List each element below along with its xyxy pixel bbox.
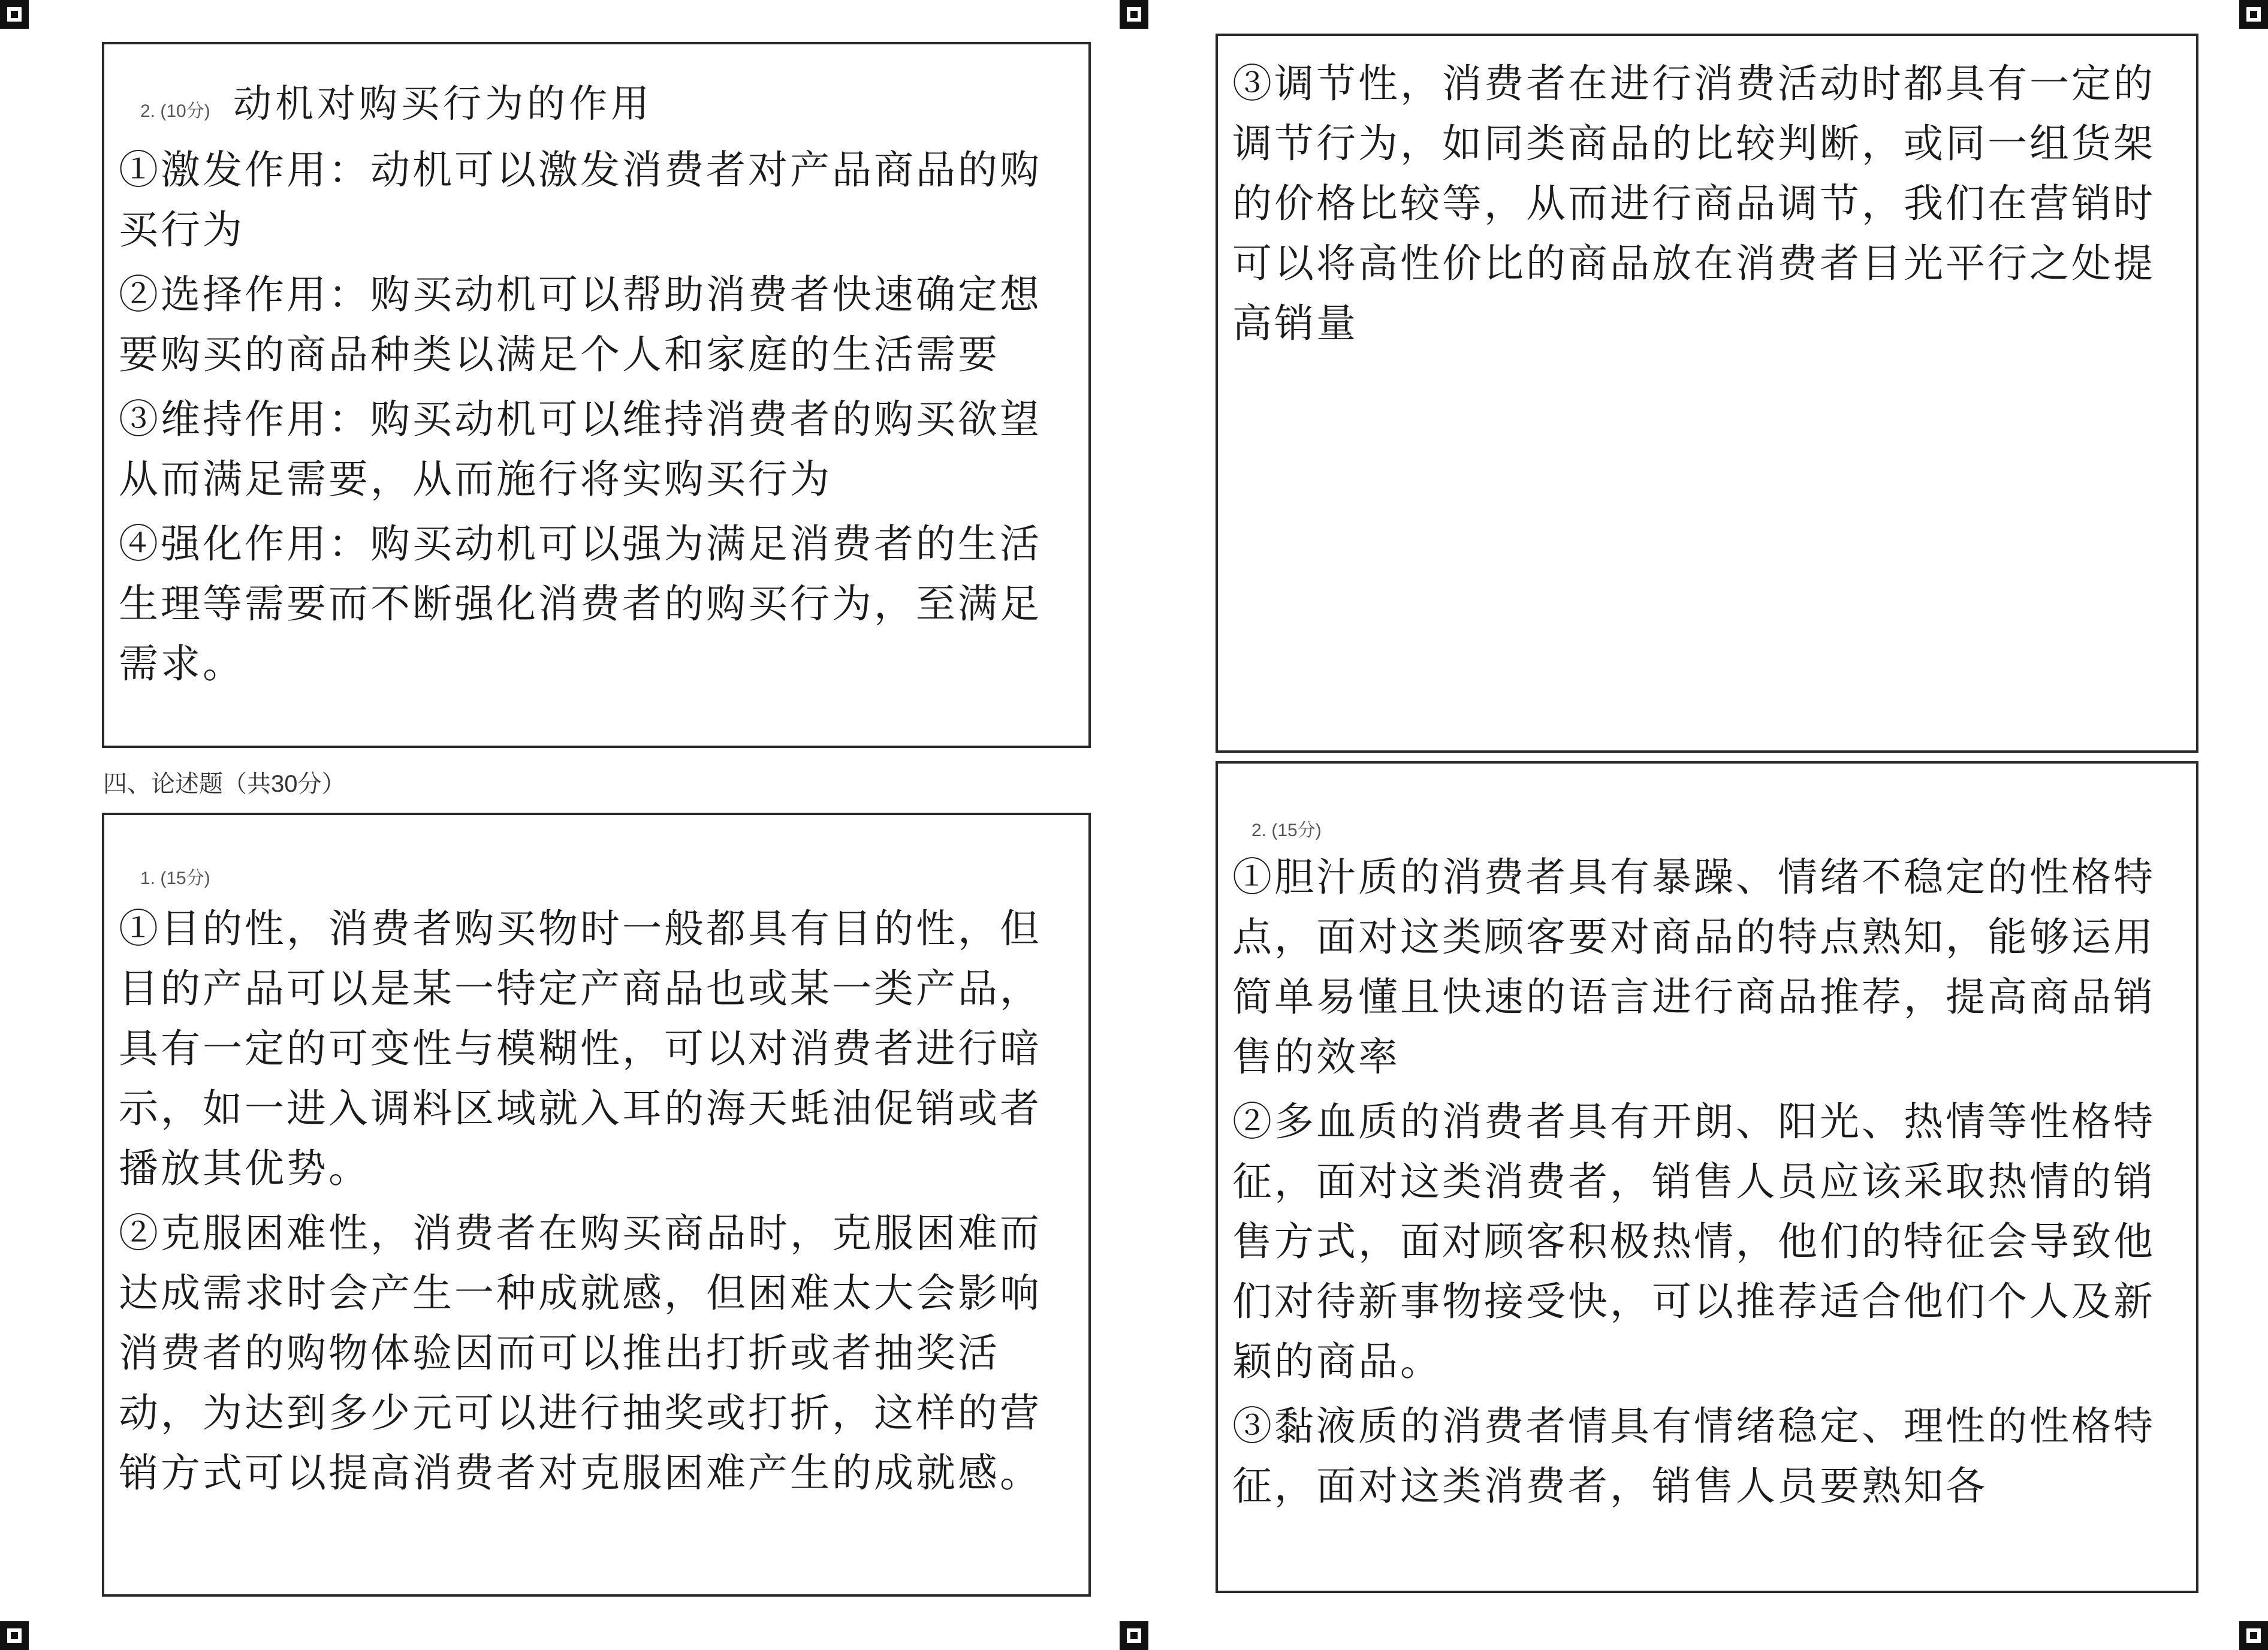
answer-box-essay-2: [1216, 761, 2198, 1593]
answer-paragraph: ④强化作用：购买动机可以强为满足消费者的生活生理等需要而不断强化消费者的购买行为，至满足需求。: [119, 521, 1042, 687]
answer-paragraph: ③维持作用：购买动机可以维持消费者的购买欲望从而满足需要，从而施行将实购买行为: [119, 396, 1042, 502]
registration-marker-top-right: [2239, 0, 2268, 29]
answer-paragraph: ①胆汁质的消费者具有暴躁、情绪不稳定的性格特点，面对这类顾客要对商品的特点熟知，能够运用简单易懂且快速的语言进行商品推荐，提高商品销售的效率: [1232, 854, 2155, 1080]
answer-paragraph: ③调节性，消费者在进行消费活动时都具有一定的调节行为，如同类商品的比较判断，或同一组货架的价格比较等，从而进行商品调节，我们在营销时可以将高性价比的商品放在消费者目光平行之处提高销量: [1232, 61, 2155, 346]
answer-paragraph: ②选择作用：购买动机可以帮助消费者快速确定想要购买的商品种类以满足个人和家庭的生活需要: [119, 272, 1042, 378]
answer-paragraph: ②多血质的消费者具有开朗、阳光、热情等性格特征，面对这类消费者，销售人员应该采取热情的销售方式，面对顾客积极热情，他们的特征会导致他们对待新事物接受快，可以推荐适合他们个人及新颖的商品。: [1232, 1099, 2155, 1384]
question-title: 动机对购买行为的作用: [233, 82, 653, 126]
question-label: 2. (10分): [140, 101, 210, 121]
answer-paragraph: ①目的性，消费者购买物时一般都具有目的性，但目的产品可以是某一特定产商品也或某一类产品，具有一定的可变性与模糊性，可以对消费者进行暗示，如一进入调料区域就入耳的海天蚝油促销或者播放其优势。: [119, 906, 1042, 1192]
answer-box-continuation: [1216, 34, 2198, 753]
answer-paragraph: ②克服困难性，消费者在购买商品时，克服困难而达成需求时会产生一种成就感，但困难太大会影响消费者的购物体验因而可以推出打折或者抽奖活动，为达到多少元可以进行抽奖或打折，这样的营销方式可以提高消费者对克服困难产生的成就感。: [119, 1210, 1042, 1496]
answer-paragraph: ③黏液质的消费者情具有情绪稳定、理性的性格特征，面对这类消费者，销售人员要熟知各: [1232, 1403, 2155, 1509]
question-label: 2. (15分): [1251, 821, 1322, 840]
registration-marker-top-left: [0, 0, 29, 29]
handwritten-answer: [119, 140, 1074, 699]
section-title-essay: 四、论述题（共30分）: [103, 771, 346, 797]
handwritten-answer: [1232, 847, 2182, 1521]
answer-box-motive-effects: [102, 42, 1091, 748]
registration-marker-bottom-right: [2239, 1621, 2268, 1650]
handwritten-answer: [119, 899, 1074, 1508]
registration-marker-top-center: [1120, 0, 1148, 29]
registration-marker-bottom-left: [0, 1621, 29, 1650]
registration-marker-bottom-center: [1120, 1621, 1148, 1650]
answer-paragraph: ①激发作用：动机可以激发消费者对产品商品的购买行为: [119, 147, 1042, 253]
answer-box-essay-1: [102, 813, 1091, 1597]
question-label: 1. (15分): [140, 868, 210, 888]
handwritten-answer: [1232, 54, 2182, 358]
